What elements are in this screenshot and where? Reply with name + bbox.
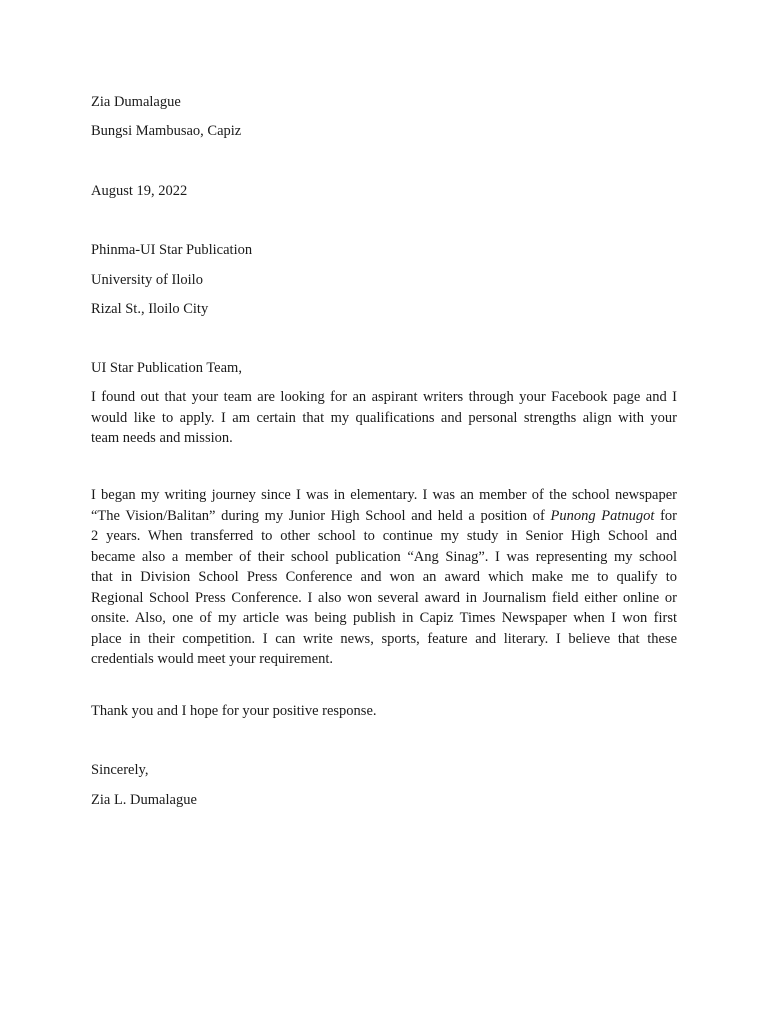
paragraph-line: place in their competition. I can write news, sports, feature and literary. I believe that these <box>91 630 677 647</box>
paragraph-line: that in Division School Press Conference and won an award which make me to qualify to <box>91 569 677 585</box>
paragraph-line: became also a member of their school publication “Ang Sinag”. I was representing my school <box>91 548 677 565</box>
letter-date: August 19, 2022 <box>91 183 188 199</box>
recipient-school: University of Iloilo <box>91 272 203 288</box>
paragraph-line: I found out that your team are looking for an aspirant writers through your Facebook page and I <box>91 389 677 405</box>
closing: Sincerely, <box>91 762 149 778</box>
body-paragraph-1 <box>91 387 677 449</box>
recipient-organization: Phinma-UI Star Publication <box>91 242 253 258</box>
salutation: UI Star Publication Team, <box>91 360 242 376</box>
body-paragraph-2 <box>91 485 677 670</box>
signature-name: Zia L. Dumalague <box>91 792 197 808</box>
paragraph-text: for <box>654 507 677 524</box>
paragraph-line: I began my writing journey since I was in elementary. I was an member of the school newspaper <box>91 487 677 503</box>
sender-address: Bungsi Mambusao, Capiz <box>91 123 242 139</box>
sender-name: Zia Dumalague <box>91 94 181 110</box>
paragraph-line: would like to apply. I am certain that my qualifications and personal strengths align with your <box>91 409 677 426</box>
position-title: Punong Patnugot <box>550 507 655 524</box>
paragraph-text: “The Vision/Balitan” during my Junior High School and held a position of <box>91 507 551 524</box>
recipient-address: Rizal St., Iloilo City <box>91 301 209 317</box>
closing-sentence: Thank you and I hope for your positive response. <box>91 703 377 719</box>
paragraph-line: Regional School Press Conference. I also won several award in Journalism field either online or <box>91 589 677 606</box>
paragraph-line: onsite. Also, one of my article was being publish in Capiz Times Newspaper when I won first <box>91 610 677 626</box>
paragraph-line: team needs and mission. <box>91 430 233 446</box>
paragraph-line: 2 years. When transferred to other school to continue my study in Senior High School and <box>91 528 677 544</box>
paragraph-line: credentials would meet your requirement. <box>91 651 333 667</box>
paragraph-line <box>91 506 677 527</box>
